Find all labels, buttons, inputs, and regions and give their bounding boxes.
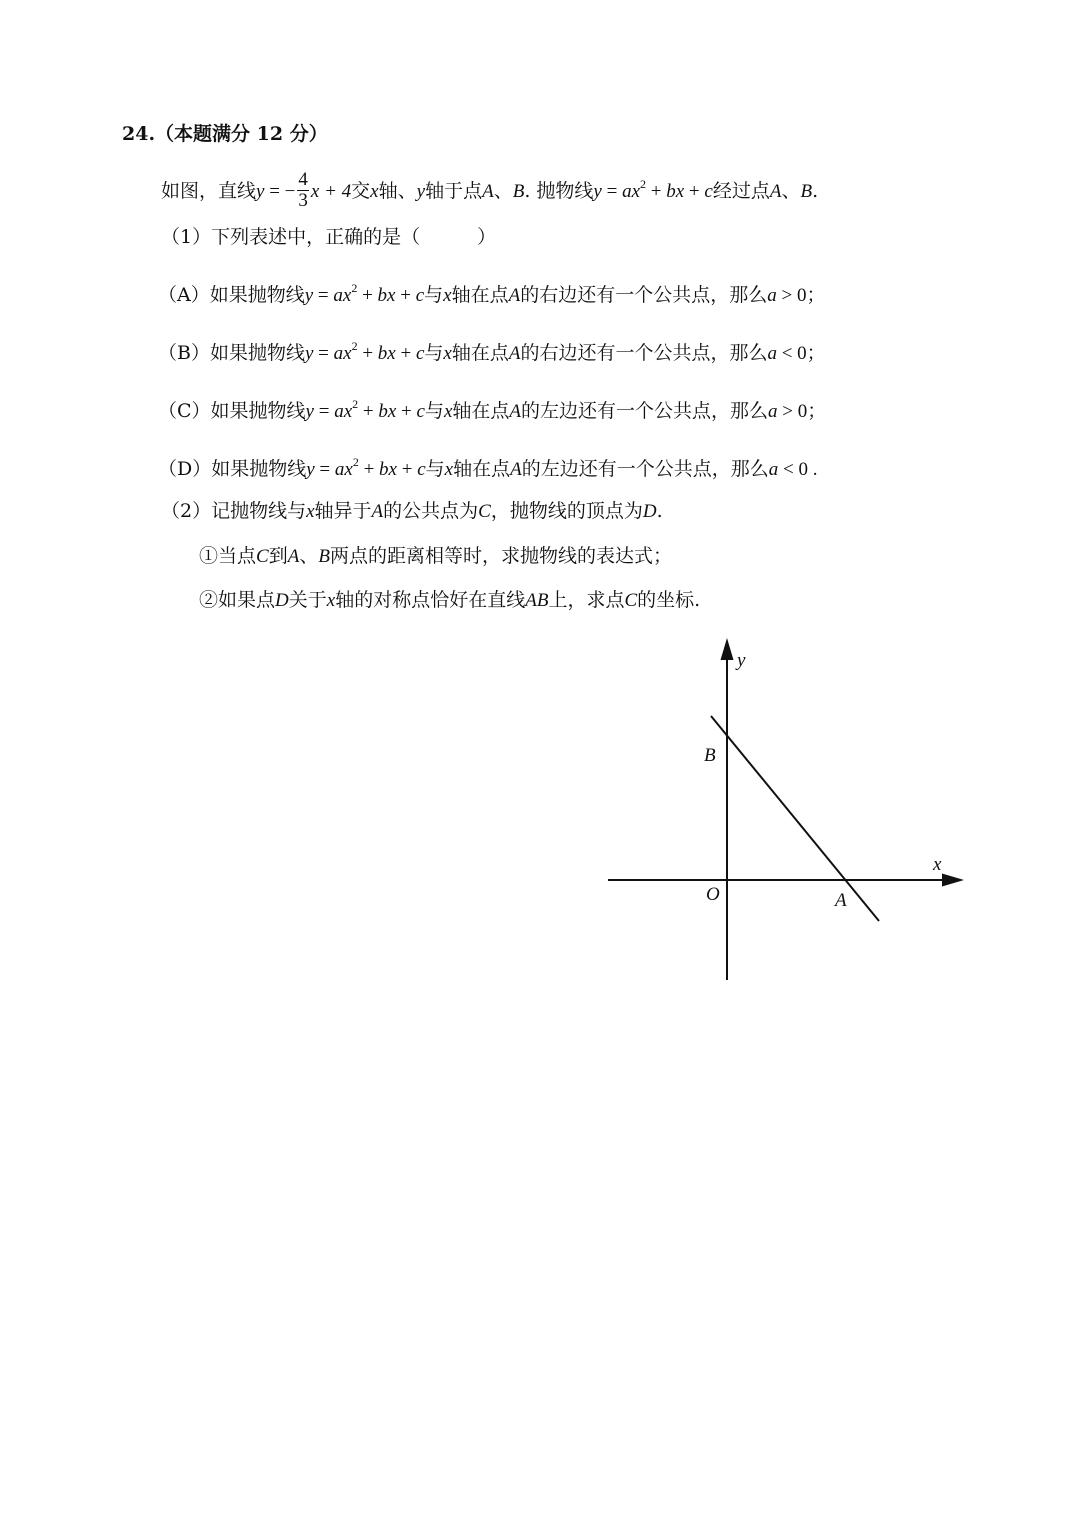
line-ab [711,716,879,921]
parabola-exponent: 2 [640,177,646,191]
separator: 、 [781,180,801,202]
option-c-eq3: + [396,401,417,422]
part2-text: . [656,500,663,522]
coordinate-figure [596,632,976,992]
option-a-pa: A [508,285,521,306]
option-c-mid2: 轴在点 [452,400,510,422]
point-d: D [275,590,289,611]
line-eq-rest: x + 4 [310,181,352,202]
option-b-xv: x [443,343,452,364]
option-a-mid2: 轴在点 [451,284,509,306]
option-c-sup: 2 [352,397,359,411]
option-b-ax: ax [333,343,352,364]
parabola-plus: + [646,181,667,202]
point-a: A [482,181,494,202]
part2-sub1 [199,543,672,570]
option-d-rel: < 0 . [778,459,818,480]
option-a-ax: ax [333,285,352,306]
option-c-rel: > 0； [777,401,827,422]
option-c-mid1: 与 [424,400,444,422]
option-c-ax: ax [334,401,353,422]
intro-text: . [812,180,819,202]
point-c: C [478,501,491,522]
point-b: B [318,546,330,567]
option-d-y: y [306,459,315,480]
sub1-text: 两点的距离相等时，求抛物线的表达式； [329,545,672,567]
option-a-mid1: 与 [424,284,444,306]
line-ab: AB [525,590,549,611]
option-c-eq1: = [313,401,335,422]
point-b: B [512,181,525,202]
var-x: x [370,181,379,202]
parabola-eq: = [601,181,623,202]
sub2-text: 关于 [288,589,327,611]
fraction-denominator: 3 [298,189,308,211]
option-d-sup: 2 [352,455,359,469]
sub2-text: 上，求点 [548,589,625,611]
option-c-a: a [768,401,778,422]
option-a-rel: > 0； [776,285,826,306]
option-d-xv: x [444,459,454,480]
option-d-mid1: 与 [425,458,445,480]
problem-title: 24.（本题满分 12 分） [122,123,328,145]
option-d-mid3: 的左边还有一个公共点，那么 [521,458,769,480]
option-d-mid2: 轴在点 [453,458,511,480]
option-a [158,275,825,309]
option-c-pa: A [509,401,522,422]
option-a-c: c [415,285,425,306]
parabola-ax: ax [622,181,640,202]
option-b-a: a [767,343,777,364]
intro-text: 轴于点 [425,180,483,202]
point-b: B [800,181,813,202]
part1-question: （1）下列表述中，正确的是（ ） [161,226,497,248]
intro-text: 经过点 [712,180,770,202]
separator: 、 [493,180,513,202]
sub1-text: ①当点 [199,545,257,567]
point-d: D [642,501,657,522]
sub2-text: 的坐标. [637,589,701,611]
figure-lines [608,638,964,980]
option-d-ax: ax [334,459,353,480]
point-c: C [624,590,638,611]
y-axis-arrow [721,638,734,660]
point-c: C [256,546,269,567]
option-b [158,333,826,367]
problem-intro [161,168,819,213]
point-b-label: B [704,745,716,766]
option-d-label: （D）如果抛物线 [158,458,307,480]
option-b-mid1: 与 [424,342,444,364]
option-a-label: （A）如果抛物线 [158,284,305,306]
option-c-mid3: 的左边还有一个公共点，那么 [521,400,769,422]
option-b-mid2: 轴在点 [451,342,509,364]
part2-question [161,498,663,525]
line-eq-sign: = − [264,181,296,202]
option-d-c: c [417,459,426,480]
point-a: A [769,181,782,202]
intro-text: 轴、 [378,180,417,202]
var-x: x [326,590,336,611]
option-c-eq2: + [358,401,379,422]
option-b-sup: 2 [351,339,358,353]
x-axis-label: x [933,854,942,875]
line-eq-y: y [256,181,265,202]
point-a: A [371,501,384,522]
option-b-pa: A [508,343,521,364]
fraction-numerator: 4 [298,168,308,190]
part2-text: ，抛物线的顶点为 [490,500,643,522]
option-c-label: （C）如果抛物线 [158,400,306,422]
parabola-bx: bx [666,181,685,202]
intro-text: . 抛物线 [524,180,594,202]
option-a-mid3: 的右边还有一个公共点，那么 [520,284,768,306]
option-a-bx: bx [377,285,396,306]
point-a-label: A [835,890,847,911]
option-b-mid3: 的右边还有一个公共点，那么 [520,342,768,364]
parabola-c: c [704,181,713,202]
intro-text: 交 [351,180,371,202]
y-axis-label: y [737,650,746,671]
var-y: y [416,181,426,202]
option-d-eq2: + [358,459,380,480]
option-c-bx: bx [378,401,397,422]
option-a-y: y [304,285,314,306]
option-d-a: a [768,459,779,480]
option-b-y: y [304,343,314,364]
option-b-label: （B）如果抛物线 [158,342,305,364]
part2-sub2 [199,587,700,614]
sub2-text: ②如果点 [199,589,276,611]
sub2-text: 轴的对称点恰好在直线 [335,589,526,611]
option-b-eq2: + [357,343,378,364]
option-d-bx: bx [379,459,397,480]
x-axis-arrow [942,874,964,887]
option-a-eq1: = [313,285,334,306]
option-b-eq3: + [395,343,416,364]
separator: 、 [299,545,319,567]
option-a-a: a [767,285,777,306]
option-b-c: c [415,343,425,364]
option-a-eq3: + [395,285,416,306]
intro-text: 如图，直线 [161,180,257,202]
parabola-y: y [593,181,602,202]
var-x: x [306,501,315,522]
slope-fraction [297,170,309,211]
part2-text: 轴异于 [314,500,372,522]
origin-label: O [706,884,720,905]
option-b-bx: bx [377,343,396,364]
option-c-xv: x [443,401,453,422]
sub1-text: 到 [268,545,288,567]
option-c-c: c [416,401,425,422]
option-a-sup: 2 [351,281,358,295]
option-d-eq3: + [396,459,418,480]
option-a-xv: x [443,285,452,306]
part2-text: （2）记抛物线与 [161,500,307,522]
option-b-eq1: = [313,343,334,364]
option-b-rel: < 0； [776,343,826,364]
option-c [158,391,826,425]
point-a: A [287,546,300,567]
option-c-y: y [305,401,314,422]
option-a-eq2: + [357,285,378,306]
parabola-plus: + [684,181,705,202]
part2-text: 的公共点为 [383,500,479,522]
option-d-eq1: = [314,459,335,480]
option-d-pa: A [510,459,522,480]
option-d [158,449,817,483]
